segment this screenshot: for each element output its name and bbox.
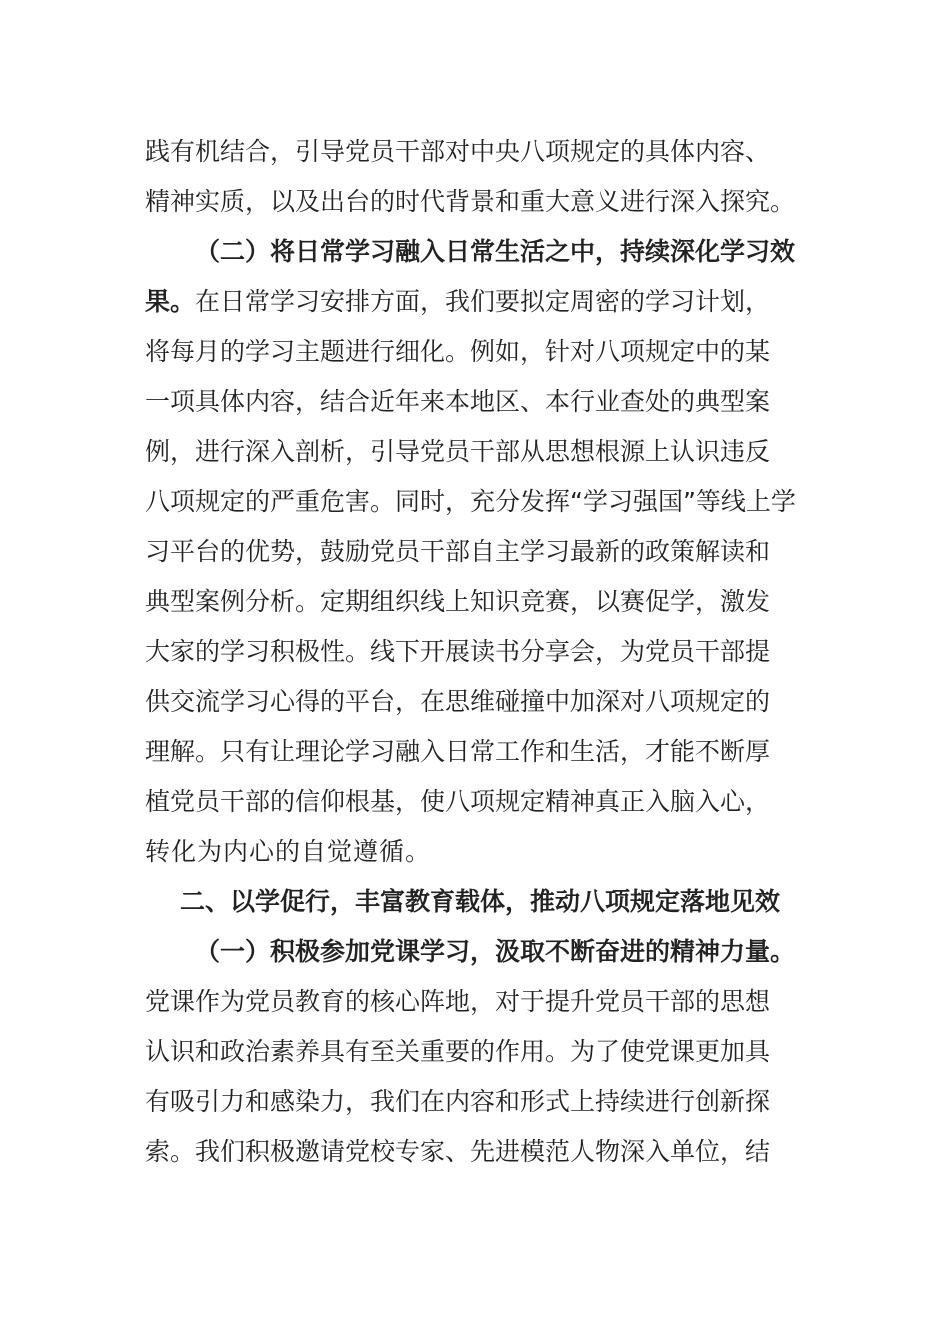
body-line: 理解。只有让理论学习融入日常工作和生活，才能不断厚 (145, 737, 771, 766)
body-line: 例，进行深入剖析，引导党员干部从思想根源上认识违反 (145, 437, 771, 466)
body-line: 供交流学习心得的平台，在思维碰撞中加深对八项规定的 (145, 687, 771, 716)
body-line: 植党员干部的信仰根基，使八项规定精神真正入脑入心， (145, 787, 771, 816)
body-line: 转化为内心的自觉遵循。 (145, 837, 432, 866)
body-line: 典型案例分析。定期组织线上知识竞赛，以赛促学，激发 (145, 587, 771, 616)
body-line: 大家的学习积极性。线下开展读书分享会，为党员干部提 (145, 637, 771, 666)
body-line: 有吸引力和感染力，我们在内容和形式上持续进行创新探 (145, 1087, 771, 1116)
subheading-line: （一）积极参加党课学习，汲取不断奋进的精神力量。 (195, 937, 796, 966)
body-line: 精神实质，以及出台的时代背景和重大意义进行深入探究。 (145, 187, 796, 216)
body-line: 习平台的优势，鼓励党员干部自主学习最新的政策解读和 (145, 537, 771, 566)
body-line: 党课作为党员教育的核心阵地，对于提升党员干部的思想 (145, 987, 771, 1016)
body-line: 索。我们积极邀请党校专家、先进模范人物深入单位，结 (145, 1137, 771, 1166)
body-line: 将每月的学习主题进行细化。例如，针对八项规定中的某 (145, 337, 771, 366)
body-line: 认识和政治素养具有至关重要的作用。为了使党课更加具 (145, 1037, 771, 1066)
body-line: 果。在日常学习安排方面，我们要拟定周密的学习计划， (145, 287, 771, 316)
body-line: 八项规定的严重危害。同时，充分发挥“学习强国”等线上学 (145, 487, 796, 516)
subheading-line: （二）将日常学习融入日常生活之中，持续深化学习效 (195, 237, 796, 266)
body-line: 一项具体内容，结合近年来本地区、本行业查处的典型案 (145, 387, 771, 416)
body-line: 践有机结合，引导党员干部对中央八项规定的具体内容、 (145, 137, 771, 166)
section-heading: 二、以学促行，丰富教育载体，推动八项规定落地见效 (180, 887, 781, 916)
